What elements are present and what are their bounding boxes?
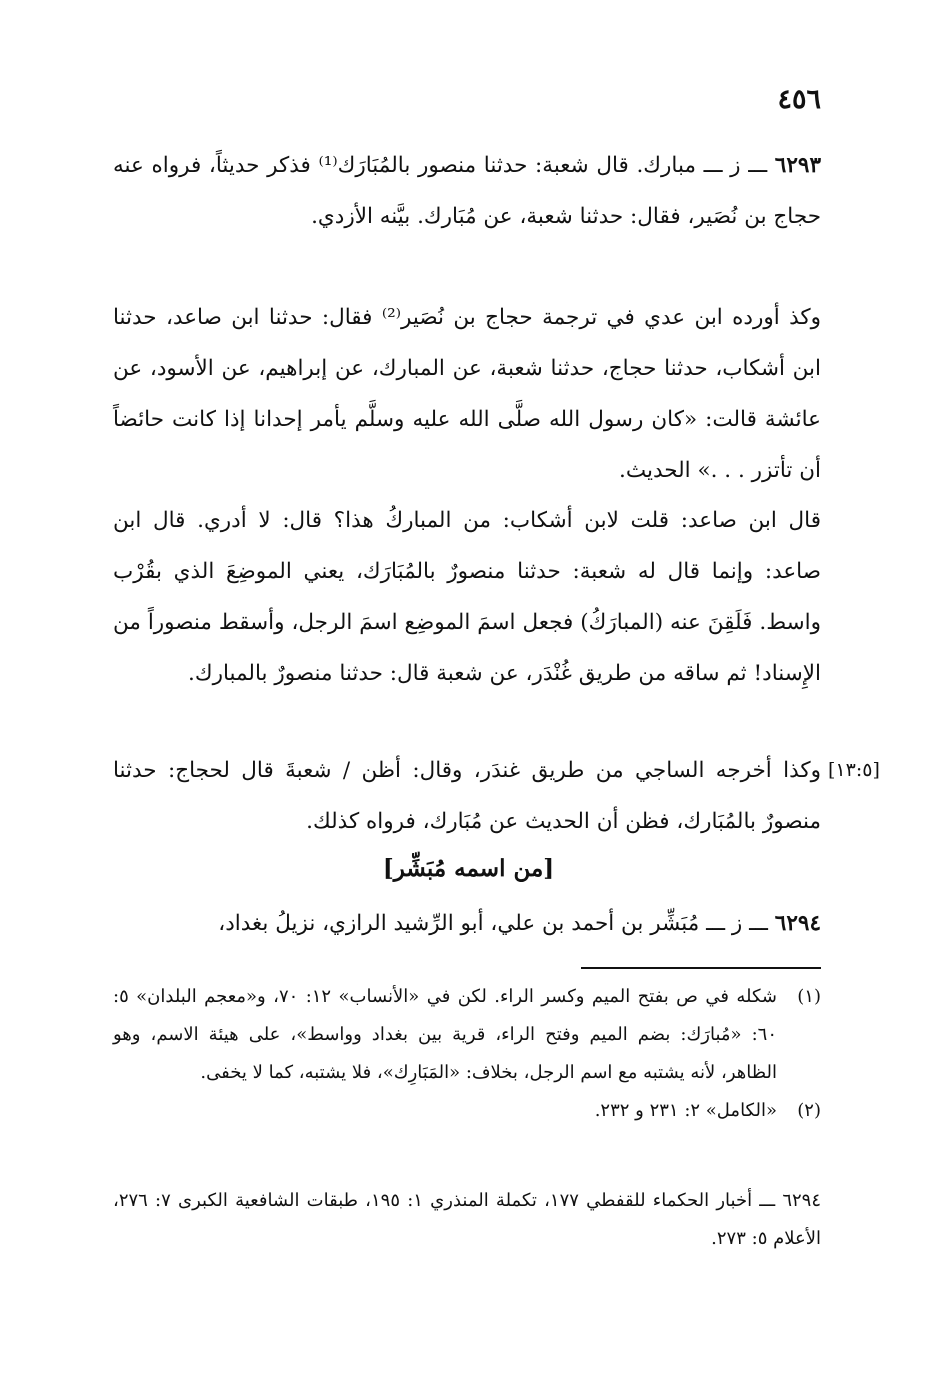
entry-text: ـــ ز ـــ مبارك. قال شعبة: حدثنا منصور بالمُبَارَك⁽¹⁾ فذكر حديثاً، فرواه عنه حجاج بن نُصَير، فقال: حدثنا شعبة، عن مُبَارك. بيَّنه الأزدي.	[113, 153, 821, 229]
footnote-text: «الكامل» ٢: ٢٣١ و ٢٣٢.	[594, 1100, 777, 1121]
source-note-6294	[113, 1182, 821, 1258]
paragraph-ibn-saed: قال ابن صاعد: قلت لابن أشكاب: من المباركُ هذا؟ قال: لا أدري. قال ابن صاعد: وإنما قال له شعبة: حدثنا منصورٌ بالمُبَارَك، يعني الموضِعَ الذي بقُرْب واسط. فَلَقِنَ عنه (المبارَكُ) فجعل اسمَ الموضِع اسمَ الرجل، وأسقط منصوراً من الإِسناد! ثم ساقه من طريق غُنْدَر، عن شعبة قال: حدثنا منصورٌ بالمبارك.	[113, 508, 821, 686]
source-note-text: ـــ أخبار الحكماء للقفطي ١٧٧، تكملة المنذري ١: ١٩٥، طبقات الشافعية الكبرى ٧: ٢٧٦، الأعلام ٥: ٢٧٣.	[113, 1190, 821, 1249]
entry-number: ٦٢٩٤	[774, 911, 821, 936]
source-note-number: ٦٢٩٤	[782, 1190, 821, 1211]
footnote-1	[113, 978, 821, 1092]
section-heading: [من اسمه مُبَشِّر]	[382, 855, 555, 882]
paragraph-ibn-adi: وكذ أورده ابن عدي في ترجمة حجاج بن نُصَير⁽²⁾ فقال: حدثنا ابن صاعد، حدثنا ابن أشكاب، حدثنا حجاج، حدثنا شعبة، عن المبارك، عن إبراهيم، عن الأسود، عن عائشة قالت: «كان رسول الله صلَّى الله عليه وسلَّم يأمر إحدانا إذا كانت حائضاً أن تأتزر . . .» الحديث.	[113, 305, 822, 483]
footnote-2	[113, 1092, 821, 1130]
entry-6294	[113, 898, 821, 949]
footnotes	[113, 978, 821, 1130]
footnote-text: شكله في ص بفتح الميم وكسر الراء. لكن في «الأنساب» ١٢: ٧٠، و«معجم البلدان» ٥: ٦٠: «مُبارَك: بضم الميم وفتح الراء، قرية بين بغداد وواسط»، على هيئة الاسم، وهو الظاهر، لأنه يشتبه مع اسم الرجل، بخلاف: «المَبَارِك»، فلا يشتبه، كما لا يخفى.	[113, 986, 777, 1083]
footnote-divider	[581, 967, 821, 969]
footnote-number: (٢)	[797, 1100, 821, 1121]
entry-text: ـــ ز ـــ مُبَشِّر بن أحمد بن علي، أبو الرِّشيد الرازي، نزيلُ بغداد،	[218, 911, 775, 936]
margin-reference: [١٣:٥]	[828, 759, 880, 781]
footnote-number: (١)	[797, 986, 821, 1007]
page-number: ٤٥٦	[777, 84, 821, 115]
entry-number: ٦٢٩٣	[774, 153, 821, 178]
entry-6293	[113, 140, 821, 242]
paragraph-saji: وكذا أخرجه الساجي من طريق غندَر، وقال: أظن / شعبةَ قال لحجاج: حدثنا منصورٌ بالمُبَارك، فظن أن الحديث عن مُبَارك، فرواه كذلك.	[113, 758, 821, 834]
